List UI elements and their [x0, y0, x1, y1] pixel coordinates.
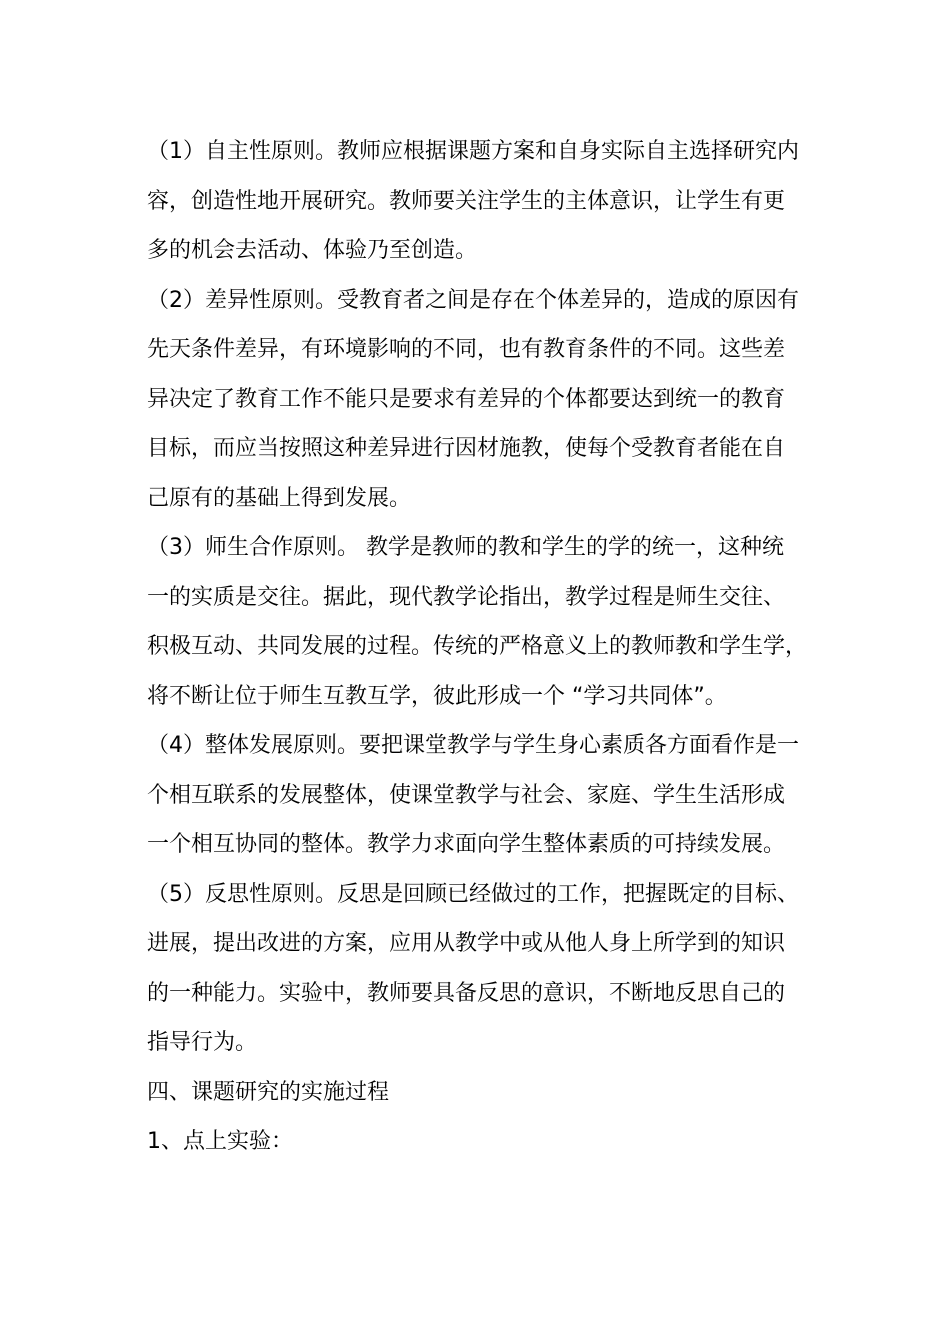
section-heading	[147, 1068, 811, 1118]
paragraph-difference-principle	[147, 276, 811, 524]
text-line: 多的机会去活动、体验乃至创造。	[147, 238, 478, 263]
text-line: 指导行为。	[147, 1030, 258, 1055]
paragraph-holistic-principle	[147, 721, 811, 870]
heading-line: 四、课题研究的实施过程	[147, 1079, 390, 1105]
text-line: 容，创造性地开展研究。教师要关注学生的主体意识，让学生有更	[147, 188, 786, 214]
text-line: （4）整体发展原则。要把课堂教学与学生身心素质各方面看作是一	[147, 733, 799, 758]
text-line: 的一种能力。实验中，教师要具备反思的意识，不断地反思自己的	[147, 980, 786, 1006]
text-line: 目标，而应当按照这种差异进行因材施教，使每个受教育者能在自	[147, 436, 786, 461]
text-line: 一个相互协同的整体。教学力求面向学生整体素质的可持续发展。	[147, 832, 786, 857]
text-line: （1）自主性原则。教师应根据课题方案和自身实际自主选择研究内	[147, 139, 799, 164]
text-line: （3）师生合作原则。 教学是教师的教和学生的学的统一，这种统	[147, 535, 784, 560]
paragraph-cooperation-principle	[147, 523, 811, 721]
text-line: 异决定了教育工作不能只是要求有差异的个体都要达到统一的教育	[147, 386, 786, 412]
text-line: 一的实质是交往。据此，现代教学论指出，教学过程是师生交往、	[147, 584, 786, 610]
text-line: 个相互联系的发展整体，使课堂教学与社会、家庭、学生生活形成	[147, 782, 786, 808]
text-line: （5）反思性原则。反思是回顾已经做过的工作，把握既定的目标、	[147, 881, 799, 907]
text-line: 先天条件差异，有环境影响的不同，也有教育条件的不同。这些差	[147, 337, 786, 362]
paragraph-autonomy-principle	[147, 127, 811, 276]
text-line: 积极互动、共同发展的过程。传统的严格意义上的教师教和学生学，	[147, 634, 808, 659]
subsection-heading	[147, 1117, 811, 1167]
text-line: 将不断让位于师生互教互学，彼此形成一个 “学习共同体”。	[147, 683, 727, 709]
document-body	[147, 127, 811, 1167]
heading-line: 1、点上实验：	[147, 1129, 293, 1154]
text-line: 己原有的基础上得到发展。	[147, 485, 412, 511]
paragraph-reflection-principle	[147, 870, 811, 1068]
text-line: （2）差异性原则。受教育者之间是存在个体差异的，造成的原因有	[147, 287, 799, 313]
text-line: 进展，提出改进的方案，应用从教学中或从他人身上所学到的知识	[147, 931, 786, 956]
